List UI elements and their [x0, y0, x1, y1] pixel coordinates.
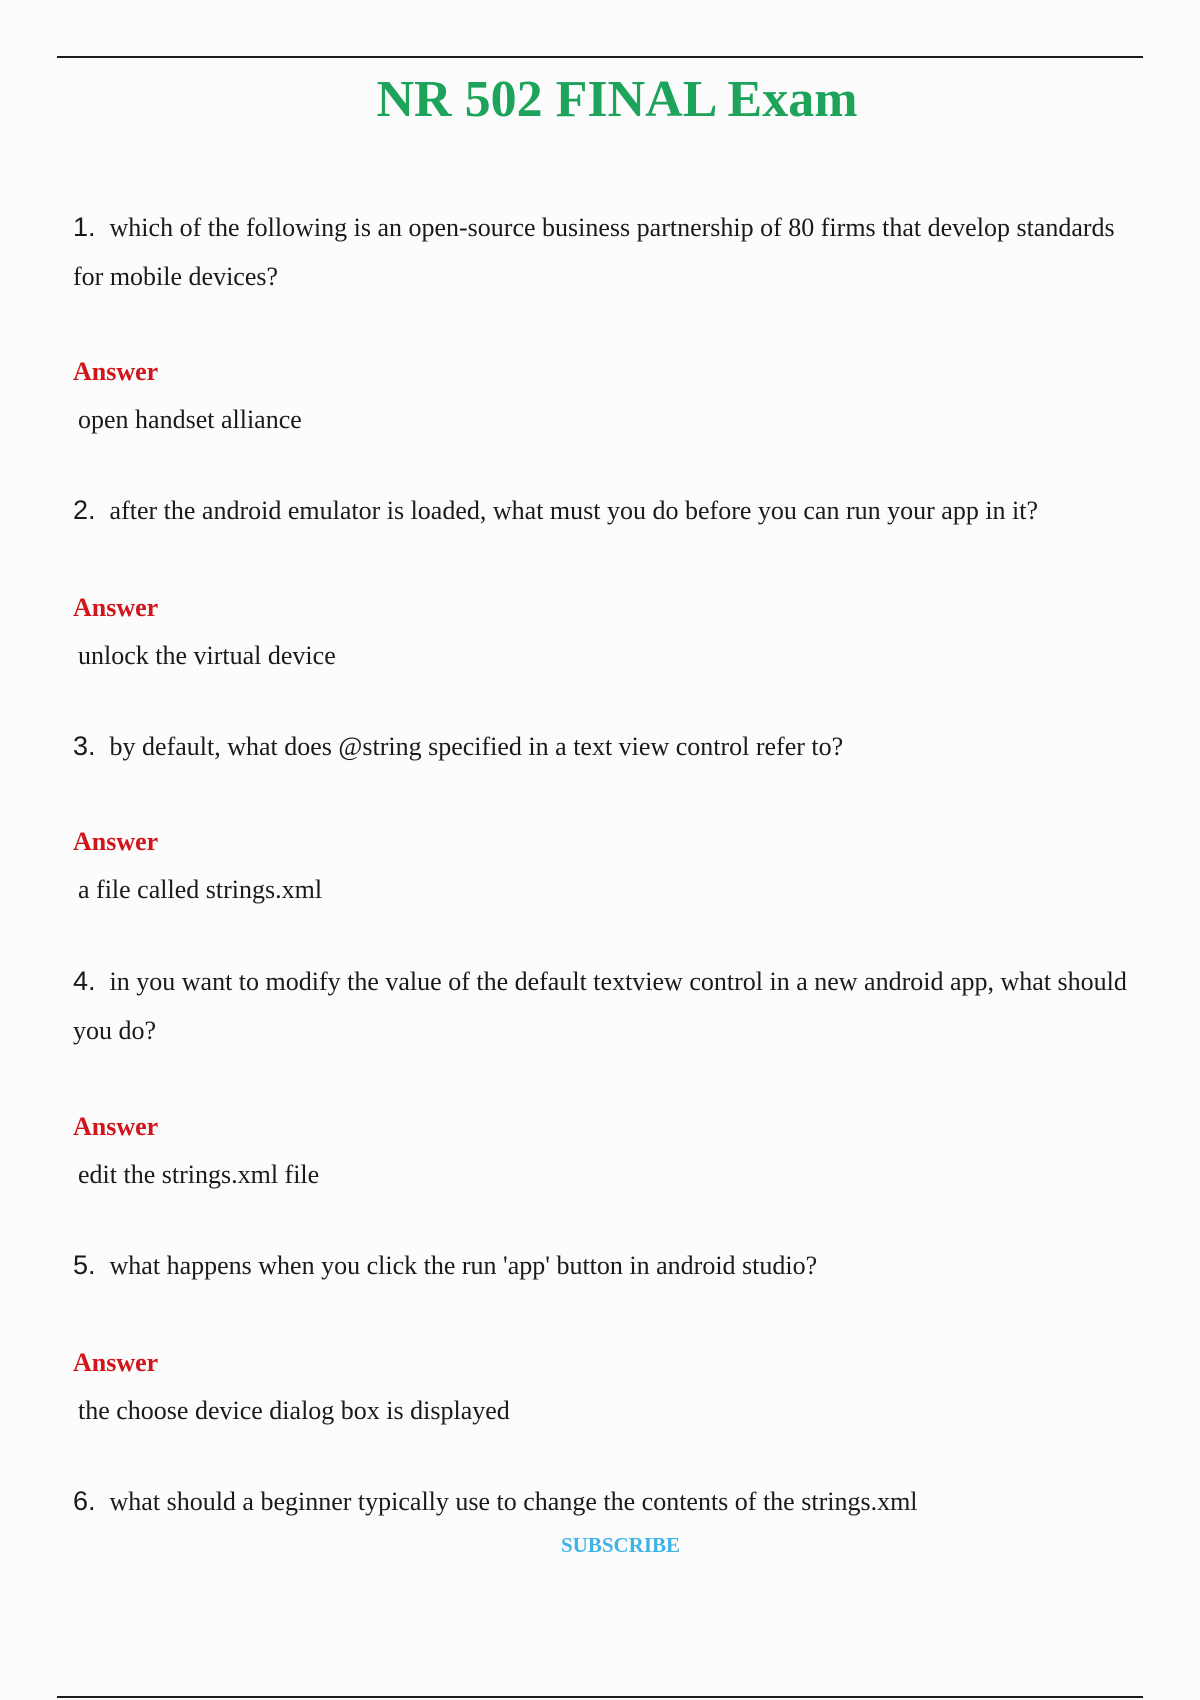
question-number: 5.	[73, 1250, 96, 1280]
bottom-rule	[57, 1696, 1143, 1698]
question-text: which of the following is an open-source business partnership of 80 firms that develop standards for mobile devices?	[73, 213, 1115, 291]
answer-text: unlock the virtual device	[78, 641, 336, 670]
question-block-5	[73, 1241, 1133, 1290]
question-3	[73, 722, 1133, 771]
answer-block-3	[73, 827, 1133, 905]
question-text: what should a beginner typically use to change the contents of the strings.xml	[109, 1487, 918, 1516]
answer-text: the choose device dialog box is displayed	[78, 1396, 510, 1425]
answer-text: open handset alliance	[78, 405, 302, 434]
question-text: in you want to modify the value of the default textview control in a new android app, what should you do?	[73, 967, 1127, 1045]
subscribe-link[interactable]: SUBSCRIBE	[560, 1533, 681, 1557]
question-1	[73, 203, 1133, 301]
top-rule	[57, 56, 1143, 58]
question-5	[73, 1241, 1133, 1290]
answer-block-5	[73, 1348, 1133, 1426]
answer-block-4	[73, 1112, 1133, 1190]
answer-label: Answer	[73, 1348, 159, 1377]
answer-text: edit the strings.xml file	[78, 1160, 320, 1189]
answer-label: Answer	[73, 1112, 159, 1141]
question-number: 2.	[73, 495, 96, 525]
question-4	[73, 957, 1133, 1055]
question-block-6	[73, 1477, 1133, 1526]
question-number: 6.	[73, 1486, 96, 1516]
answer-label: Answer	[73, 357, 159, 386]
answer-label: Answer	[73, 593, 159, 622]
question-number: 1.	[73, 212, 96, 242]
question-2	[73, 486, 1133, 535]
answer-text: a file called strings.xml	[78, 875, 323, 904]
question-block-4	[73, 957, 1133, 1055]
question-text: after the android emulator is loaded, what must you do before you can run your app in it?	[109, 496, 1039, 525]
question-text: what happens when you click the run 'app' button in android studio?	[109, 1251, 818, 1280]
answer-block-1	[73, 357, 1133, 435]
question-block-2	[73, 486, 1133, 535]
question-block-3	[73, 722, 1133, 771]
question-block-1	[73, 203, 1133, 301]
question-text: by default, what does @string specified in a text view control refer to?	[109, 732, 844, 761]
page-title: NR 502 FINAL Exam	[376, 71, 858, 128]
answer-block-2	[73, 593, 1133, 671]
answer-label: Answer	[73, 827, 159, 856]
question-number: 4.	[73, 966, 96, 996]
question-number: 3.	[73, 731, 96, 761]
question-6	[73, 1477, 1133, 1526]
